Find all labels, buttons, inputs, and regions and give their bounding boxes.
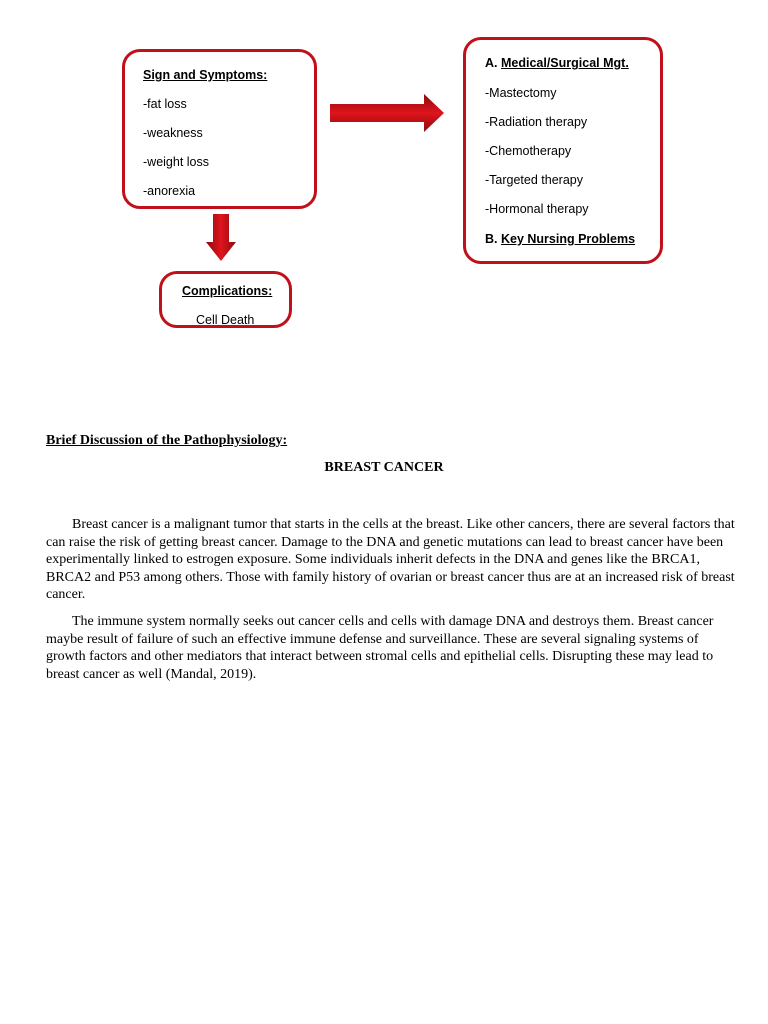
complications-heading: Complications: <box>182 284 273 298</box>
management-item: -Chemotherapy <box>485 144 572 158</box>
management-item: -Targeted therapy <box>485 173 583 187</box>
sign-item: -weight loss <box>143 155 209 169</box>
management-box <box>463 37 663 264</box>
management-b-heading <box>485 233 635 246</box>
signs-heading: Sign and Symptoms: <box>143 68 268 82</box>
management-a-title: Medical/Surgical Mgt. <box>500 56 629 70</box>
management-b-prefix: B. <box>485 232 498 246</box>
body-paragraph: The immune system normally seeks out cancer cells and cells with damage DNA and destroys them. Breast cancer maybe result of failure of such an effective immune defense and surveillance. These are several signaling systems of growth factors and other mediators that interact between stromal cells and epithelial cells. Disrupting these may lead to breast cancer as well (Mandal, 2019). <box>46 614 714 682</box>
right-arrow-icon <box>330 94 446 132</box>
complications-box <box>159 271 292 328</box>
document-title: BREAST CANCER <box>324 460 444 475</box>
body-paragraph: Breast cancer is a malignant tumor that starts in the cells at the breast. Like other cancers, there are several factors that can raise the risk of getting breast cancer. Damage to the DNA and genetic mutations can lead to breast cancer have been experimentally linked to estrogen exposure. Some individuals inherit defects in the DNA and genes like the BRCA1, BRCA2 and P53 among others. Those with family history of ovarian or breast cancer thus are at an increased risk of breast cancer. <box>46 517 735 602</box>
sign-item: -anorexia <box>143 184 196 198</box>
management-b-title: Key Nursing Problems <box>500 232 636 246</box>
sign-item: -weakness <box>143 126 203 140</box>
management-a-prefix: A. <box>485 56 498 70</box>
management-item: -Hormonal therapy <box>485 202 589 216</box>
section-heading: Brief Discussion of the Pathophysiology: <box>46 433 288 448</box>
sign-item: -fat loss <box>143 97 187 111</box>
management-a-heading <box>485 57 629 70</box>
down-arrow-icon <box>206 214 236 262</box>
management-item: -Mastectomy <box>485 86 557 100</box>
signs-symptoms-box <box>122 49 317 209</box>
complication-item: Cell Death <box>196 313 255 327</box>
management-item: -Radiation therapy <box>485 115 588 129</box>
